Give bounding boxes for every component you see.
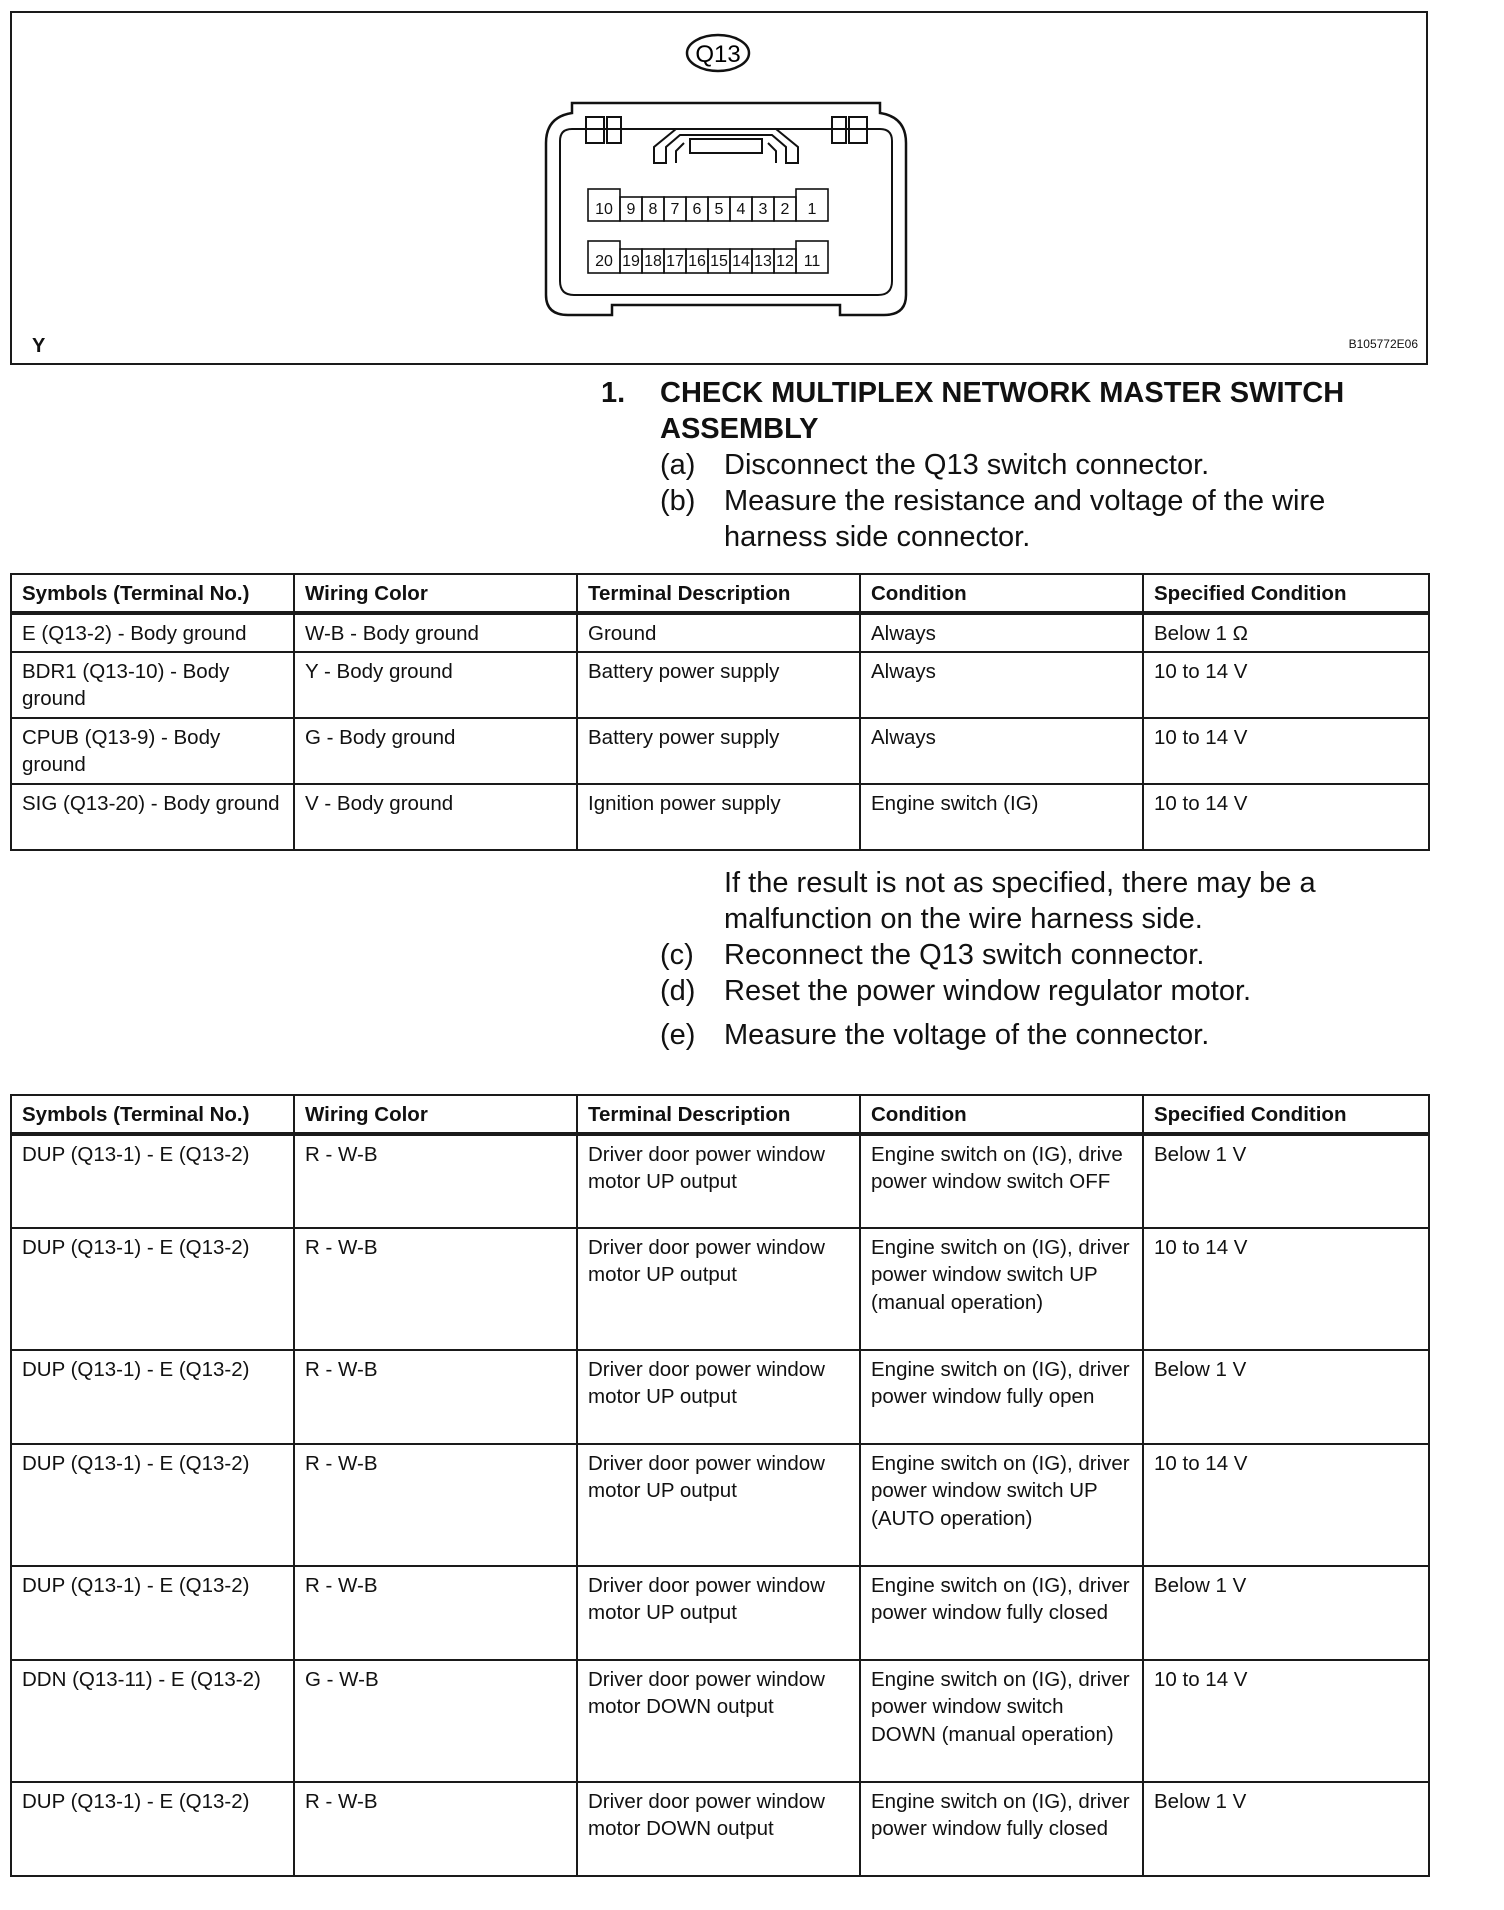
header-wiring-color: Wiring Color xyxy=(294,1095,577,1134)
cell-symbols: BDR1 (Q13-10) - Body ground xyxy=(11,652,294,718)
table-row xyxy=(11,1660,1429,1782)
cell-condition: Engine switch on (IG), drive power window switch OFF xyxy=(860,1134,1143,1228)
item-a-letter: (a) xyxy=(660,449,696,481)
item-e-letter: (e) xyxy=(660,1019,696,1051)
cell-terminal-description: Ground xyxy=(577,613,860,652)
header-condition: Condition xyxy=(860,1095,1143,1134)
cell-specified-condition: 10 to 14 V xyxy=(1143,718,1429,784)
cell-symbols: CPUB (Q13-9) - Body ground xyxy=(11,718,294,784)
cell-symbols: DUP (Q13-1) - E (Q13-2) xyxy=(11,1782,294,1876)
cell-specified-condition: Below 1 V xyxy=(1143,1782,1429,1876)
table-row xyxy=(11,784,1429,850)
cell-condition: Engine switch on (IG), driver power window switch DOWN (manual operation) xyxy=(860,1660,1143,1782)
pin-number: 8 xyxy=(648,201,658,218)
pin-number: 4 xyxy=(736,201,746,218)
table-row xyxy=(11,718,1429,784)
pin-number: 15 xyxy=(710,253,728,270)
step-number: 1. xyxy=(601,377,626,409)
item-d-text: Reset the power window regulator motor. xyxy=(724,975,1252,1007)
cell-wiring-color: V - Body ground xyxy=(294,784,577,850)
table-header-row xyxy=(11,574,1429,613)
pin-number: 2 xyxy=(780,201,790,218)
pin-number: 20 xyxy=(595,253,613,270)
cell-specified-condition: 10 to 14 V xyxy=(1143,652,1429,718)
voltage-table xyxy=(10,1094,1430,1877)
cell-wiring-color: Y - Body ground xyxy=(294,652,577,718)
cell-wiring-color: R - W-B xyxy=(294,1444,577,1566)
connector-drawing xyxy=(12,13,1430,367)
connector-id-label: Q13 xyxy=(695,41,741,68)
cell-condition: Always xyxy=(860,718,1143,784)
cell-specified-condition: Below 1 V xyxy=(1143,1566,1429,1660)
header-wiring-color: Wiring Color xyxy=(294,574,577,613)
cell-condition: Always xyxy=(860,652,1143,718)
table-row xyxy=(11,1350,1429,1444)
table-row xyxy=(11,1782,1429,1876)
cell-specified-condition: Below 1 Ω xyxy=(1143,613,1429,652)
item-d-letter: (d) xyxy=(660,975,696,1007)
pin-number: 1 xyxy=(807,201,817,218)
cell-wiring-color: R - W-B xyxy=(294,1228,577,1350)
cell-specified-condition: 10 to 14 V xyxy=(1143,1228,1429,1350)
cell-condition: Engine switch (IG) xyxy=(860,784,1143,850)
item-a-text: Disconnect the Q13 switch connector. xyxy=(724,449,1210,481)
item-c-text: Reconnect the Q13 switch connector. xyxy=(724,939,1205,971)
cell-wiring-color: W-B - Body ground xyxy=(294,613,577,652)
pin-number: 16 xyxy=(688,253,706,270)
connector-figure xyxy=(10,11,1428,365)
cell-terminal-description: Driver door power window motor UP output xyxy=(577,1134,860,1228)
pin-number: 7 xyxy=(670,201,680,218)
cell-wiring-color: R - W-B xyxy=(294,1134,577,1228)
header-symbols: Symbols (Terminal No.) xyxy=(11,1095,294,1134)
table-row xyxy=(11,1566,1429,1660)
cell-terminal-description: Driver door power window motor DOWN output xyxy=(577,1782,860,1876)
pin-number: 13 xyxy=(754,253,772,270)
cell-terminal-description: Driver door power window motor UP output xyxy=(577,1444,860,1566)
cell-symbols: DUP (Q13-1) - E (Q13-2) xyxy=(11,1444,294,1566)
pin-number: 6 xyxy=(692,201,702,218)
cell-terminal-description: Driver door power window motor UP output xyxy=(577,1566,860,1660)
pin-number: 19 xyxy=(622,253,640,270)
item-e-text: Measure the voltage of the connector. xyxy=(724,1019,1210,1051)
pin-number: 12 xyxy=(776,253,794,270)
cell-terminal-description: Driver door power window motor DOWN output xyxy=(577,1660,860,1782)
header-condition: Condition xyxy=(860,574,1143,613)
cell-condition: Engine switch on (IG), driver power window fully open xyxy=(860,1350,1143,1444)
pin-number: 14 xyxy=(732,253,750,270)
step-title-line2: ASSEMBLY xyxy=(660,413,819,445)
cell-symbols: DUP (Q13-1) - E (Q13-2) xyxy=(11,1350,294,1444)
pin-number: 5 xyxy=(714,201,724,218)
table-row xyxy=(11,1134,1429,1228)
cell-symbols: DUP (Q13-1) - E (Q13-2) xyxy=(11,1228,294,1350)
harness-side-letter: Y xyxy=(32,335,46,357)
cell-terminal-description: Driver door power window motor UP output xyxy=(577,1228,860,1350)
cell-wiring-color: R - W-B xyxy=(294,1350,577,1444)
cell-wiring-color: G - Body ground xyxy=(294,718,577,784)
item-b-letter: (b) xyxy=(660,485,696,517)
cell-terminal-description: Driver door power window motor UP output xyxy=(577,1350,860,1444)
pin-number: 17 xyxy=(666,253,684,270)
cell-specified-condition: Below 1 V xyxy=(1143,1350,1429,1444)
resistance-voltage-table xyxy=(10,573,1430,851)
item-c-letter: (c) xyxy=(660,939,694,971)
pin-number: 3 xyxy=(758,201,768,218)
header-specified-condition: Specified Condition xyxy=(1143,1095,1429,1134)
pin-number: 18 xyxy=(644,253,662,270)
table-row xyxy=(11,1228,1429,1350)
item-b-text: Measure the resistance and voltage of the wire xyxy=(724,485,1326,517)
image-code: B105772E06 xyxy=(1348,337,1418,351)
table-row xyxy=(11,652,1429,718)
cell-symbols: DDN (Q13-11) - E (Q13-2) xyxy=(11,1660,294,1782)
cell-condition: Engine switch on (IG), driver power window switch UP (AUTO operation) xyxy=(860,1444,1143,1566)
cell-specified-condition: 10 to 14 V xyxy=(1143,1660,1429,1782)
item-b-text-2: harness side connector. xyxy=(724,521,1031,553)
cell-wiring-color: R - W-B xyxy=(294,1566,577,1660)
pin-number: 11 xyxy=(803,253,821,270)
cell-symbols: SIG (Q13-20) - Body ground xyxy=(11,784,294,850)
header-specified-condition: Specified Condition xyxy=(1143,574,1429,613)
cell-symbols: E (Q13-2) - Body ground xyxy=(11,613,294,652)
header-terminal-description: Terminal Description xyxy=(577,1095,860,1134)
cell-condition: Engine switch on (IG), driver power window fully closed xyxy=(860,1566,1143,1660)
pin-number: 10 xyxy=(595,201,613,218)
header-terminal-description: Terminal Description xyxy=(577,574,860,613)
cell-wiring-color: R - W-B xyxy=(294,1782,577,1876)
cell-condition: Always xyxy=(860,613,1143,652)
cell-terminal-description: Battery power supply xyxy=(577,718,860,784)
result-note-line2: malfunction on the wire harness side. xyxy=(724,903,1203,935)
table-row xyxy=(11,1444,1429,1566)
cell-terminal-description: Ignition power supply xyxy=(577,784,860,850)
result-note-line1: If the result is not as specified, there may be a xyxy=(724,867,1316,899)
cell-terminal-description: Battery power supply xyxy=(577,652,860,718)
cell-symbols: DUP (Q13-1) - E (Q13-2) xyxy=(11,1566,294,1660)
header-symbols: Symbols (Terminal No.) xyxy=(11,574,294,613)
cell-symbols: DUP (Q13-1) - E (Q13-2) xyxy=(11,1134,294,1228)
cell-condition: Engine switch on (IG), driver power window switch UP (manual operation) xyxy=(860,1228,1143,1350)
cell-wiring-color: G - W-B xyxy=(294,1660,577,1782)
cell-specified-condition: 10 to 14 V xyxy=(1143,1444,1429,1566)
cell-specified-condition: Below 1 V xyxy=(1143,1134,1429,1228)
cell-condition: Engine switch on (IG), driver power window fully closed xyxy=(860,1782,1143,1876)
step-title-line1: CHECK MULTIPLEX NETWORK MASTER SWITCH xyxy=(660,377,1345,409)
table-header-row xyxy=(11,1095,1429,1134)
cell-specified-condition: 10 to 14 V xyxy=(1143,784,1429,850)
pin-number: 9 xyxy=(626,201,636,218)
table-row xyxy=(11,613,1429,652)
